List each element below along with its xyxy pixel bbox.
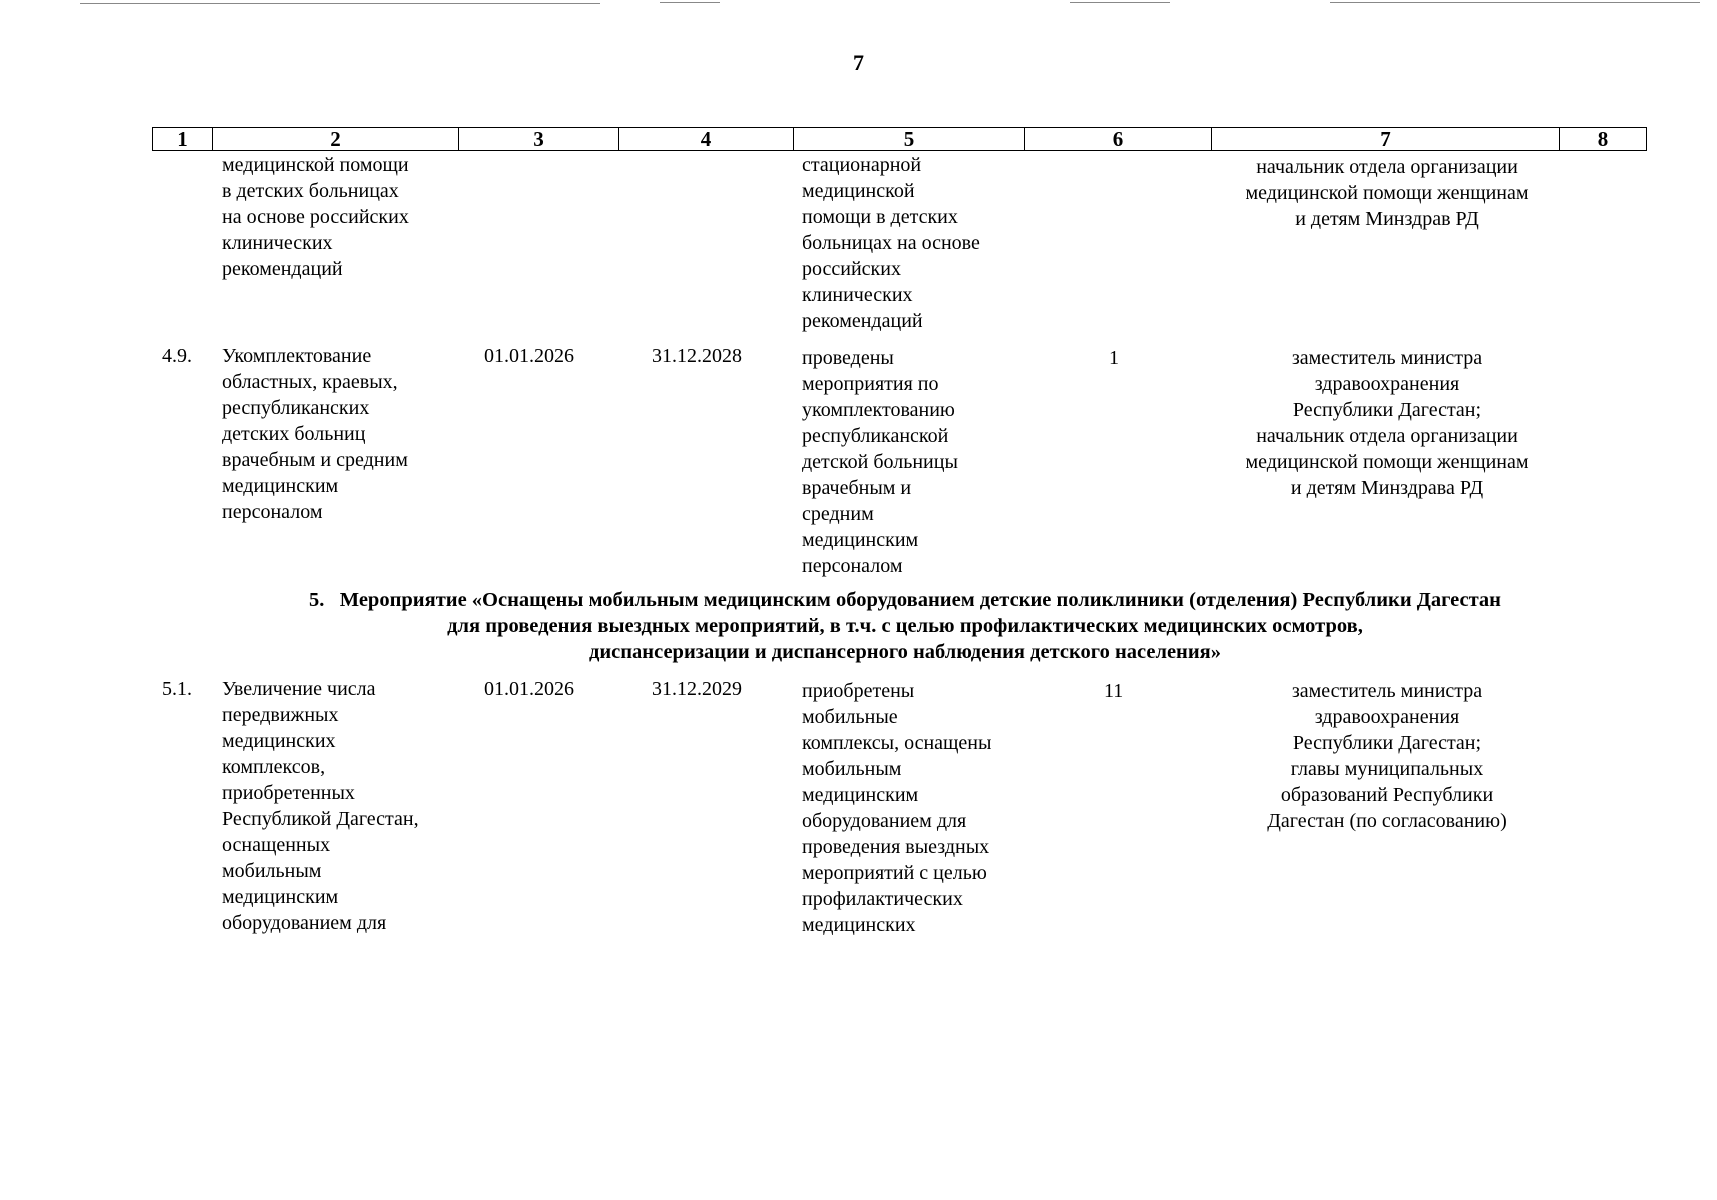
text-line: средним bbox=[802, 503, 874, 525]
text-line: начальник отдела организации bbox=[1256, 156, 1518, 178]
text-line: персоналом bbox=[802, 555, 903, 577]
text-line: медицинским bbox=[802, 784, 919, 806]
responsible-persons bbox=[1212, 678, 1562, 834]
indicator-value: 1 bbox=[1109, 347, 1119, 369]
row-number: 4.9. bbox=[162, 345, 192, 367]
text-line: в детских больницах bbox=[222, 180, 399, 202]
text-line: персоналом bbox=[222, 501, 323, 523]
column-number-header bbox=[152, 127, 1647, 151]
column-number: 4 bbox=[619, 128, 794, 151]
text-line: мобильным bbox=[222, 860, 322, 882]
text-line: приобретенных bbox=[222, 782, 355, 804]
result-description bbox=[802, 345, 958, 579]
text-line: республиканских bbox=[222, 397, 370, 419]
column-number: 6 bbox=[1025, 128, 1212, 151]
text-line: Укомплектование bbox=[222, 345, 372, 367]
continued-row-result bbox=[802, 152, 980, 334]
text-line: рекомендаций bbox=[222, 258, 343, 280]
text-line: здравоохранения bbox=[1314, 706, 1460, 728]
text-line: Республики Дагестан; bbox=[1292, 399, 1482, 421]
responsible-persons bbox=[1212, 345, 1562, 501]
text-line: заместитель министра bbox=[1291, 680, 1483, 702]
text-line: здравоохранения bbox=[1314, 373, 1460, 395]
result-description bbox=[802, 678, 991, 938]
text-line: российских bbox=[802, 258, 901, 280]
text-line: врачебным и средним bbox=[222, 449, 408, 471]
text-line: мероприятия по bbox=[802, 373, 939, 395]
text-line: детских больниц bbox=[222, 423, 366, 445]
text-line: и детям Минздрав РД bbox=[1295, 208, 1479, 230]
text-line: медицинской помощи женщинам bbox=[1245, 182, 1529, 204]
text-line: на основе российских bbox=[222, 206, 409, 228]
start-date: 01.01.2026 bbox=[484, 345, 574, 367]
text-line: мобильные bbox=[802, 706, 898, 728]
text-line: областных, краевых, bbox=[222, 371, 398, 393]
column-number: 5 bbox=[794, 128, 1025, 151]
text-line: и детям Минздрава РД bbox=[1290, 477, 1484, 499]
text-line: 5. Мероприятие «Оснащены мобильным медицинским оборудованием детские поликлиники (отделения) Республики Дагестан bbox=[309, 589, 1501, 611]
text-line: Дагестан (по согласованию) bbox=[1267, 810, 1507, 832]
text-line: мобильным bbox=[802, 758, 902, 780]
end-date: 31.12.2029 bbox=[652, 678, 742, 700]
column-number: 2 bbox=[213, 128, 459, 151]
text-line: помощи в детских bbox=[802, 206, 958, 228]
column-number: 1 bbox=[153, 128, 213, 151]
text-line: оснащенных bbox=[222, 834, 331, 856]
text-line: детской больницы bbox=[802, 451, 958, 473]
activity-name bbox=[222, 676, 419, 936]
text-line: профилактических bbox=[802, 888, 963, 910]
text-line: комплексов, bbox=[222, 756, 326, 778]
text-line: приобретены bbox=[802, 680, 915, 702]
start-date: 01.01.2026 bbox=[484, 678, 574, 700]
text-line: комплексы, оснащены bbox=[802, 732, 992, 754]
section-heading bbox=[150, 587, 1660, 665]
text-line: Республики Дагестан; bbox=[1292, 732, 1482, 754]
text-line: клинических bbox=[802, 284, 913, 306]
text-line: Республикой Дагестан, bbox=[222, 808, 419, 830]
scan-artifact-line bbox=[1070, 2, 1170, 3]
text-line: врачебным и bbox=[802, 477, 912, 499]
scan-artifact-line bbox=[80, 3, 600, 4]
column-number: 3 bbox=[459, 128, 619, 151]
continued-row-responsible bbox=[1212, 154, 1562, 232]
text-line: медицинской bbox=[802, 180, 915, 202]
text-line: медицинским bbox=[222, 475, 339, 497]
row-number: 5.1. bbox=[162, 678, 192, 700]
scan-artifact-line bbox=[660, 2, 720, 3]
column-number: 7 bbox=[1212, 128, 1560, 151]
text-line: медицинской помощи bbox=[222, 154, 409, 176]
text-line: больницах на основе bbox=[802, 232, 980, 254]
text-line: медицинских bbox=[802, 914, 916, 936]
text-line: укомплектованию bbox=[802, 399, 955, 421]
end-date: 31.12.2028 bbox=[652, 345, 742, 367]
column-number: 8 bbox=[1560, 128, 1647, 151]
text-line: клинических bbox=[222, 232, 333, 254]
scan-artifact-line bbox=[1330, 2, 1700, 3]
text-line: медицинской помощи женщинам bbox=[1245, 451, 1529, 473]
text-line: рекомендаций bbox=[802, 310, 923, 332]
text-line: передвижных bbox=[222, 704, 339, 726]
activity-name bbox=[222, 343, 408, 525]
text-line: мероприятий с целью bbox=[802, 862, 987, 884]
text-line: диспансеризации и диспансерного наблюдения детского населения» bbox=[588, 641, 1222, 663]
continued-row-name bbox=[222, 152, 409, 282]
text-line: заместитель министра bbox=[1291, 347, 1483, 369]
indicator-value: 11 bbox=[1104, 680, 1124, 702]
text-line: оборудованием для bbox=[222, 912, 387, 934]
text-line: стационарной bbox=[802, 154, 922, 176]
text-line: образований Республики bbox=[1280, 784, 1494, 806]
text-line: проведены bbox=[802, 347, 894, 369]
page-number: 7 bbox=[853, 50, 864, 75]
text-line: начальник отдела организации bbox=[1256, 425, 1518, 447]
text-line: проведения выездных bbox=[802, 836, 990, 858]
text-line: оборудованием для bbox=[802, 810, 967, 832]
text-line: для проведения выездных мероприятий, в т.ч. с целью профилактических медицинских осмотров, bbox=[447, 615, 1363, 637]
text-line: медицинским bbox=[222, 886, 339, 908]
text-line: медицинских bbox=[222, 730, 336, 752]
text-line: республиканской bbox=[802, 425, 949, 447]
text-line: медицинским bbox=[802, 529, 919, 551]
text-line: главы муниципальных bbox=[1290, 758, 1484, 780]
text-line: Увеличение числа bbox=[222, 678, 376, 700]
